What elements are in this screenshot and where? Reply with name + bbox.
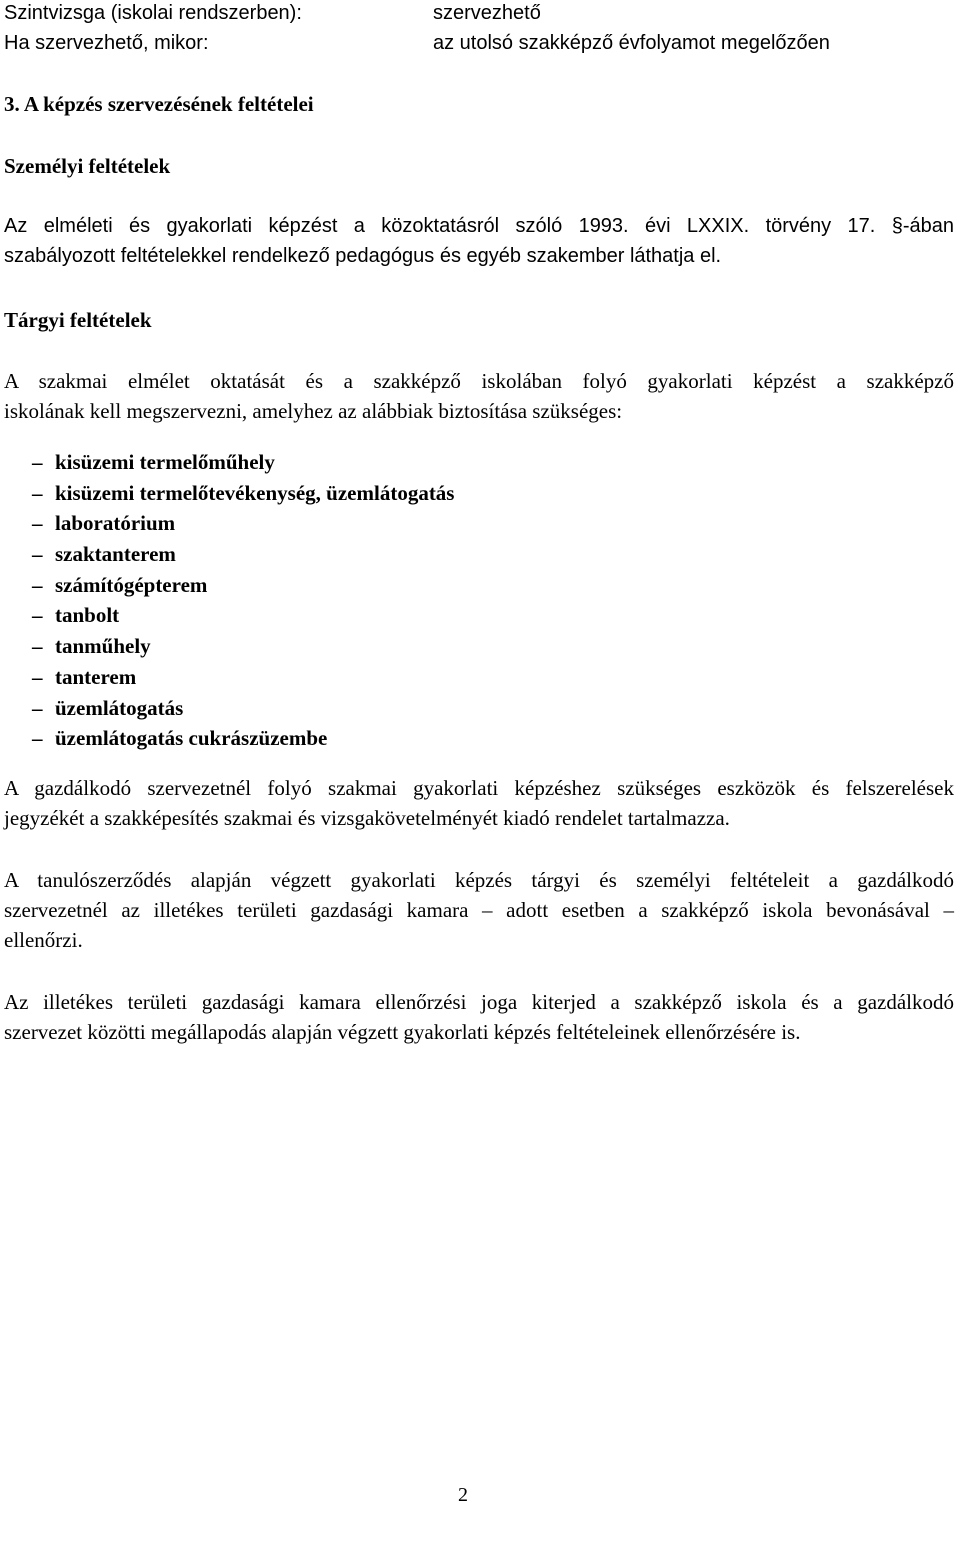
- personal-line: szabályozott feltételekkel rendelkező pedagógus és egyéb szakember láthatja el.: [4, 245, 722, 267]
- equipment-list-item: [32, 693, 454, 724]
- equipment-list-item: [32, 508, 454, 539]
- equipment-item-text: tanterem: [55, 664, 137, 689]
- paragraph-contract: [4, 865, 954, 955]
- list-dash: –: [32, 603, 43, 628]
- list-dash: –: [32, 726, 43, 751]
- list-dash: –: [32, 572, 43, 597]
- equipment-list-item: [32, 478, 454, 509]
- exam-label: Szintvizsga (iskolai rendszerben):: [4, 2, 302, 24]
- equipment-item-text: szaktanterem: [55, 542, 176, 567]
- paragraph-chamber: [4, 987, 954, 1047]
- paragraph-line: Az illetékes területi gazdasági kamara ellenőrzési joga kiterjed a szakképző iskola és a gazdálkodó: [4, 990, 954, 1014]
- equipment-list-item: [32, 447, 454, 478]
- list-dash: –: [32, 542, 43, 567]
- paragraph-line: szervezet közötti megállapodás alapján végzett gyakorlati képzés feltételeinek ellenőrzésére is.: [4, 1020, 801, 1044]
- material-intro-line: A szakmai elmélet oktatását és a szakképző iskolában folyó gyakorlati képzést a szakképző: [4, 369, 954, 393]
- equipment-item-text: kisüzemi termelőtevékenység, üzemlátogatás: [55, 480, 455, 505]
- personal-heading: Személyi feltételek: [4, 154, 171, 178]
- material-intro-line: iskolának kell megszervezni, amelyhez az alábbiak biztosítása szükséges:: [4, 399, 623, 423]
- list-dash: –: [32, 511, 43, 536]
- equipment-item-text: üzemlátogatás: [55, 695, 184, 720]
- equipment-list-item: [32, 723, 454, 754]
- paragraph-line: jegyzékét a szakképesítés szakmai és vizsgakövetelményét kiadó rendelet tartalmazza.: [4, 806, 730, 830]
- equipment-item-text: tanműhely: [55, 634, 151, 659]
- exam-value: szervezhető: [433, 2, 541, 24]
- personal-line: Az elméleti és gyakorlati képzést a közoktatásról szóló 1993. évi LXXIX. törvény 17. §-ában: [4, 215, 954, 237]
- equipment-item-text: számítógépterem: [55, 572, 208, 597]
- list-dash: –: [32, 695, 43, 720]
- paragraph-line: ellenőrzi.: [4, 928, 83, 952]
- material-heading: Tárgyi feltételek: [4, 308, 152, 332]
- equipment-list-item: [32, 600, 454, 631]
- equipment-item-text: tanbolt: [55, 603, 120, 628]
- equipment-list-item: [32, 631, 454, 662]
- equipment-list: [32, 447, 454, 754]
- equipment-list-item: [32, 539, 454, 570]
- equipment-list-item: [32, 662, 454, 693]
- personal-paragraph: [4, 211, 954, 271]
- equipment-item-text: laboratórium: [55, 511, 176, 536]
- equipment-item-text: kisüzemi termelőműhely: [55, 450, 275, 474]
- list-dash: –: [32, 664, 43, 689]
- list-dash: –: [32, 450, 43, 474]
- paragraph-equipment: [4, 773, 954, 833]
- schedule-label: Ha szervezhető, mikor:: [4, 32, 209, 54]
- list-dash: –: [32, 634, 43, 659]
- list-dash: –: [32, 480, 43, 505]
- section-heading: 3. A képzés szervezésének feltételei: [4, 92, 314, 116]
- page-number: 2: [458, 1484, 468, 1506]
- material-intro: [4, 366, 954, 426]
- paragraph-line: A tanulószerződés alapján végzett gyakorlati képzés tárgyi és személyi feltételeit a gazdálkodó: [4, 868, 954, 892]
- schedule-value: az utolsó szakképző évfolyamot megelőzően: [433, 32, 830, 54]
- equipment-item-text: üzemlátogatás cukrászüzembe: [55, 726, 328, 751]
- equipment-list-item: [32, 570, 454, 601]
- paragraph-line: A gazdálkodó szervezetnél folyó szakmai gyakorlati képzéshez szükséges eszközök és felszerelések: [4, 776, 954, 800]
- paragraph-line: szervezetnél az illetékes területi gazdasági kamara – adott esetben a szakképző iskola bevonásával –: [4, 898, 954, 922]
